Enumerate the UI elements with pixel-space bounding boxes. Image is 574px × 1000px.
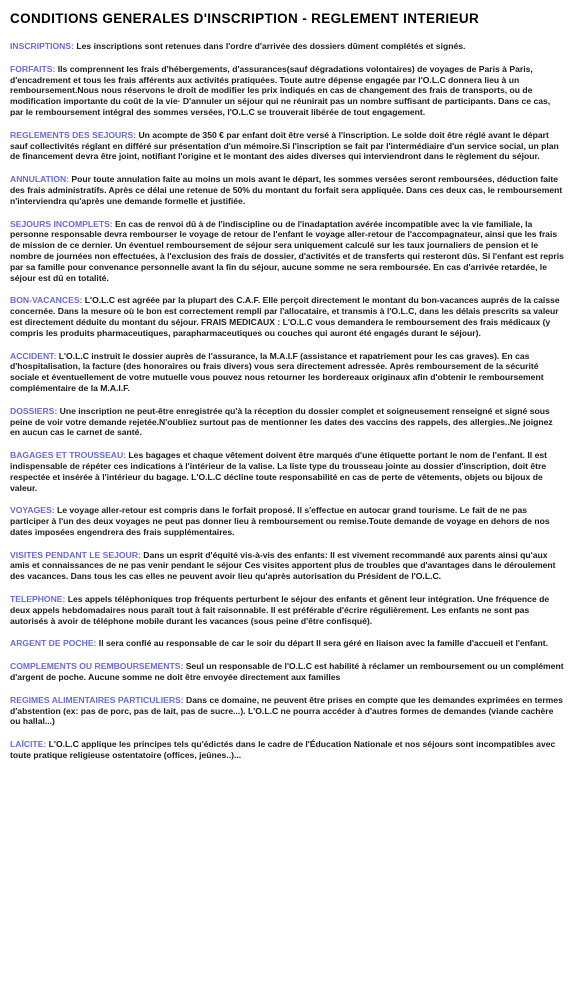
section-text: Le voyage aller-retour est compris dans le forfait proposé. Il s'effectue en autocar grand tourisme. Le fait de ne pas participer à l'un des deux voyages ne peut pas donner lieu à remboursement ou remise.Toute demande de voyage en dehors de nos dates imposées engendrera des frais supplémentaires. xyxy=(10,505,550,537)
section-item xyxy=(10,505,564,537)
section-label: FORFAITS: xyxy=(10,63,56,74)
section-text: Ils comprennent les frais d'hébergements, d'assurances(sauf dégradations volontaires) de voyages de Paris à Paris, d'encadrement et tous les frais afférents aux activités pratiquées. Toute autre dépense engagée par l'O.L.C donnera lieu à un remboursement.Nous nous réservons le droit de modifier les prix indiqués en cas de changement des frais de transports, ou de modification importante du coût de la vie· D'annuler un séjour qui ne réunirait pas un nombre suffisant de participants. Dans ce cas, par le remboursement intégral des sommes versées, l'O.L.C se trouverait libérée de tout engagement. xyxy=(10,63,551,117)
section-label: TELEPHONE: xyxy=(10,594,66,605)
section-label: COMPLEMENTS OU REMBOURSEMENTS: xyxy=(10,661,184,672)
section-label: VOYAGES: xyxy=(10,505,55,516)
section-label: SEJOURS INCOMPLETS: xyxy=(10,218,113,229)
section-text: L'O.L.C applique les principes tels qu'édictés dans le cadre de l'Éducation Nationale et nos séjours sont incompatibles avec toute pratique religieuse ostentatoire (offices, jeûnes..)... xyxy=(10,739,556,761)
section-label: REGLEMENTS DES SEJOURS: xyxy=(10,129,137,140)
section-label: LAÏCITE: xyxy=(10,739,47,750)
section-text: L'O.L.C est agréée par la plupart des C.A.F. Elle perçoit directement le montant du bon-vacances auprès de la caisse concernée. Dans la mesure où le bon est correctement rempli par l'allocataire, et transmis à l'O.L.C, dans les délais prescrits sa valeur est directement déduite du montant du séjour. FRAIS MEDICAUX : L'O.L.C vous demandera le remboursement des frais médicaux (y compris les produits pharmaceutiques, parapharmaceutiques ou couches qui auront été engagés durant le séjour). xyxy=(10,295,560,338)
section-label: INSCRIPTIONS: xyxy=(10,41,74,51)
section-item xyxy=(10,594,564,626)
section-item xyxy=(10,351,564,394)
section-item xyxy=(10,739,564,761)
section-label: DOSSIERS: xyxy=(10,405,58,416)
section-item xyxy=(10,406,564,438)
section-item xyxy=(10,174,564,206)
section-text: Seul un responsable de l'O.L.C est habilité à réclamer un remboursement ou un complément d'argent de poche. Aucune somme ne doit être envoyée directement aux familles xyxy=(10,661,564,683)
section-text: Une inscription ne peut-être enregistrée qu'à la réception du dossier complet et soigneusement renseigné et signé sous peine de voir votre demande rejetée.N'oubliez surtout pas de mentionner les dates des vaccins des rappels, des allergies..Ne joignez en aucun cas le carnet de santé. xyxy=(10,405,553,438)
section-label: BON-VACANCES: xyxy=(10,295,83,306)
section-item xyxy=(10,130,564,162)
section-text: Pour toute annulation faite au moins un mois avant le départ, les sommes versées seront remboursées, déduction faite des frais administratifs. Après ce délai une retenue de 50% du montant du forfait sera appliquée. Dans ces deux cas, le remboursement n'interviendra qu'après une demande formelle et justifiée. xyxy=(10,174,563,206)
section-text: Les bagages et chaque vêtement doivent être marqués d'une étiquette portant le nom de l'enfant. Il est indispensable de répéter ces indications à l'intérieur de la valise. La liste type du trousseau jointe au dossier d'inscription, doit être respectée et insérée à l'intérieur du bagage. L'O.L.C décline toute responsabilité en cas de perte de vêtements, objets ou bijoux de valeur. xyxy=(10,450,548,493)
section-label: BAGAGES ET TROUSSEAU: xyxy=(10,450,127,461)
section-label: VISITES PENDANT LE SEJOUR: xyxy=(10,549,141,560)
section-item xyxy=(10,41,564,52)
section-text: L'O.L.C instruit le dossier auprès de l'assurance, la M.A.I.F (assistance et rapatriement pour les cas graves). En cas d'hospitalisation, la facture (des honoraires ou frais divers) vous sera directement adressée. Après remboursement de la sécurité sociale et éventuellement de votre mutuelle vous pouvez nous retourner les bordereaux originaux afin d'obtenir le remboursement complémentaire de la M.A.I.F. xyxy=(10,350,544,393)
section-label: ANNULATION: xyxy=(10,174,70,185)
section-item xyxy=(10,64,564,118)
sections-list xyxy=(10,41,564,761)
section-item xyxy=(10,638,564,649)
section-text: Les appels téléphoniques trop fréquents perturbent le séjour des enfants et gênent leur intégration. Une fréquence de deux appels hebdomadaires nous paraît tout à fait raisonnable. Il est préférable d'écrire régulièrement. Les enfants ne sont pas autorisés à avoir de téléphone mobile durant les vacances (sous peine d'être confisqué). xyxy=(10,594,550,626)
section-item xyxy=(10,450,564,493)
section-label: ARGENT DE POCHE: xyxy=(10,638,97,649)
section-item xyxy=(10,219,564,284)
section-item xyxy=(10,550,564,582)
section-text: Les inscriptions sont retenues dans l'ordre d'arrivée des dossiers dûment complétés et signés. xyxy=(73,41,466,51)
section-text: Dans un esprit d'équité vis-à-vis des enfants: Il est vivement recommandé aux parents ainsi qu'aux amis et connaissances de ne pas venir pendant le séjour Ces visites apportent plus de troubles que d'avantages dans le déroulement des vacances. Dans tous les cas elles ne peuvent avoir lieu qu'après autorisation du Président de l'O.L.C. xyxy=(10,549,556,582)
section-text: Un acompte de 350 € par enfant doit être versé à l'inscription. Le solde doit être réglé avant le départ sauf collectivités réglant en différé sur présentation d'un mémoire.Si l'inscription se fait par l'intermédiaire d'un service social, un plan de financement devra être joint, notifiant l'origine et le montant des aides diverses qui interviendront dans le règlement du séjour. xyxy=(10,129,559,162)
section-label: ACCIDENT: xyxy=(10,350,57,361)
document-title: CONDITIONS GENERALES D'INSCRIPTION - REGLEMENT INTERIEUR xyxy=(10,11,480,26)
section-item xyxy=(10,295,564,338)
section-text: Il sera confié au responsable de car le soir du départ Il sera géré en liaison avec la famille d'accueil et l'enfant. xyxy=(96,638,549,649)
section-item xyxy=(10,661,564,683)
section-item xyxy=(10,695,564,727)
section-text: Dans ce domaine, ne peuvent être prises en compte que les demandes exprimées en termes d'abstention (ex: pas de porc, pas de lait, pas de sucre...). L'O.L.C ne pourra accéder à d'autres formes de demandes (viande cachère ou hallal...) xyxy=(10,694,563,727)
section-text: En cas de renvoi dû à de l'indiscipline ou de l'inadaptation avérée incompatible avec la vie familiale, la personne responsable devra rembourser le voyage de retour de l'enfant le voyage aller-retour de l'accompagnateur, ainsi que les frais de mission de ce dernier. Un éventuel remboursement de séjour sera uniquement calculé sur les taux journaliers de pension et le nombre de journées non effectuées, à l'exclusion des frais de dossier, d'activités et de transferts qui resteront dûs. Si l'enfant est repris par sa famille pour convenance personnelle avant la fin du séjour, aucune somme ne sera remboursée. En cas d'arrivée retardée, le séjour est dû en totalité. xyxy=(10,218,564,283)
section-label: REGIMES ALIMENTAIRES PARTICULIERS: xyxy=(10,694,184,705)
